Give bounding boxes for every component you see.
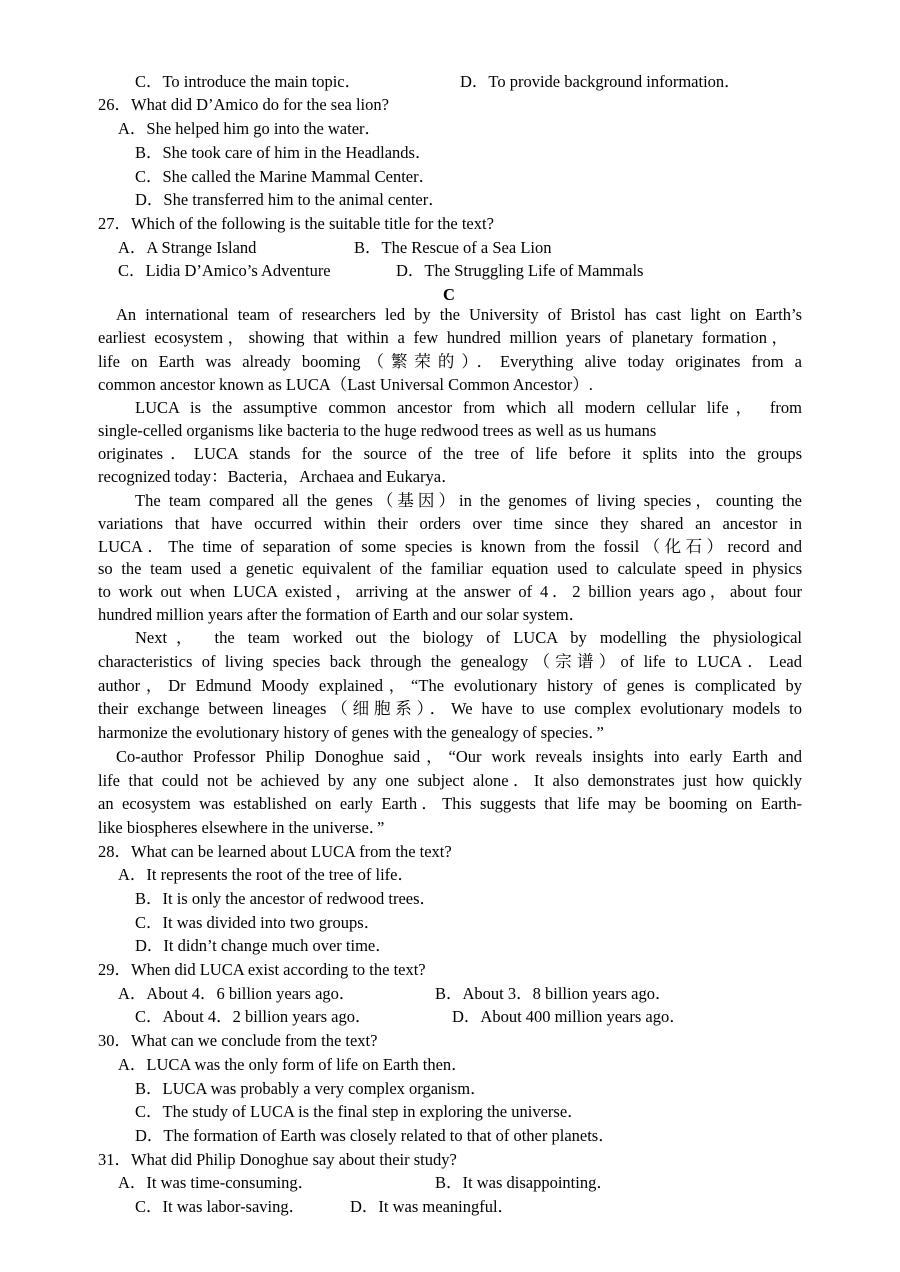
passage-line: LUCA．The time of separation of some species is known from the fossil（化石）record and [98, 537, 802, 556]
q31-stem: 31．What did Philip Donoghue say about their study? [98, 1150, 457, 1169]
passage-line: hundred million years after the formation of Earth and our solar system． [98, 605, 586, 624]
passage-line: single-celled organisms like bacteria to the huge redwood trees as well as us humans [98, 421, 657, 440]
q29-option-d: D．About 400 million years ago． [452, 1007, 686, 1026]
passage-line: life that could not be achieved by any one subject alone．It also demonstrates just how quickly [98, 771, 802, 790]
passage-line: recognized today：Bacteria，Archaea and Eukarya． [98, 467, 458, 486]
passage-line: Next， the team worked out the biology of LUCA by modelling the physiological [135, 628, 802, 647]
passage-line: like biospheres elsewhere in the universe．” [98, 818, 385, 837]
q31-option-b: B．It was disappointing． [435, 1173, 613, 1192]
q25-option-d: D．To provide background information． [460, 72, 741, 91]
passage-line: to work out when LUCA existed，arriving at the answer of 4．2 billion years ago，about four [98, 582, 802, 601]
passage-line: An international team of researchers led by the University of Bristol has cast light on Earth’s [116, 305, 802, 324]
q28-option-c: C．It was divided into two groups． [135, 913, 381, 932]
passage-line: life on Earth was already booming（繁荣的）．Everything alive today originates from a [98, 352, 802, 371]
passage-line: harmonize the evolutionary history of genes with the genealogy of species．” [98, 723, 604, 742]
passage-line: originates．LUCA stands for the source of the tree of life before it splits into the groups [98, 444, 802, 463]
q28-option-d: D．It didn’t change much over time． [135, 936, 392, 955]
q27-option-b: B．The Rescue of a Sea Lion [354, 238, 552, 257]
q30-option-d: D．The formation of Earth was closely related to that of other planets． [135, 1126, 615, 1145]
q30-option-b: B．LUCA was probably a very complex organism． [135, 1079, 487, 1098]
q31-option-d: D．It was meaningful． [350, 1197, 515, 1216]
q26-option-b: B．She took care of him in the Headlands． [135, 143, 432, 162]
passage-line: their exchange between lineages（细胞系）．We have to use complex evolutionary models to [98, 699, 802, 718]
q30-option-a: A．LUCA was the only form of life on Earth then． [118, 1055, 468, 1074]
q28-stem: 28．What can be learned about LUCA from the text? [98, 842, 452, 861]
q27-option-c: C．Lidia D’Amico’s Adventure [118, 261, 331, 280]
passage-line: The team compared all the genes（基因）in the genomes of living species，counting the [135, 491, 802, 510]
q30-stem: 30．What can we conclude from the text? [98, 1031, 378, 1050]
passage-line: so the team used a genetic equivalent of the familiar equation used to calculate speed in physics [98, 559, 802, 578]
q26-option-d: D．She transferred him to the animal center． [135, 190, 445, 209]
q31-option-c: C．It was labor-saving． [135, 1197, 306, 1216]
q29-option-c: C．About 4．2 billion years ago． [135, 1007, 372, 1026]
passage-line: characteristics of living species back through the genealogy（宗谱）of life to LUCA．Lead [98, 652, 802, 671]
q29-option-a: A．About 4．6 billion years ago． [118, 984, 356, 1003]
q31-option-a: A．It was time-consuming． [118, 1173, 315, 1192]
q26-option-c: C．She called the Marine Mammal Center． [135, 167, 436, 186]
passage-line: LUCA is the assumptive common ancestor from which all modern cellular life， from [135, 398, 802, 417]
q30-option-c: C．The study of LUCA is the final step in exploring the universe． [135, 1102, 584, 1121]
q26-stem: 26．What did D’Amico do for the sea lion? [98, 95, 389, 114]
passage-line: an ecosystem was established on early Earth．This suggests that life may be booming on Earth- [98, 794, 802, 813]
q26-option-a: A．She helped him go into the water． [118, 119, 382, 138]
passage-line: author，Dr Edmund Moody explained，“The evolutionary history of genes is complicated by [98, 676, 802, 695]
q29-option-b: B．About 3．8 billion years ago． [435, 984, 672, 1003]
q28-option-b: B．It is only the ancestor of redwood trees． [135, 889, 437, 908]
q28-option-a: A．It represents the root of the tree of life． [118, 865, 414, 884]
q25-option-c: C．To introduce the main topic． [135, 72, 362, 91]
passage-line: common ancestor known as LUCA（Last Universal Common Ancestor）. [98, 375, 593, 394]
passage-line: earliest ecosystem，showing that within a few hundred million years of planetary formation， [98, 328, 788, 347]
passage-line: variations that have occurred within their orders over time since they shared an ancestor in [98, 514, 802, 533]
q27-option-d: D．The Struggling Life of Mammals [396, 261, 644, 280]
q29-stem: 29．When did LUCA exist according to the text? [98, 960, 426, 979]
passage-line: Co-author Professor Philip Donoghue said，“Our work reveals insights into early Earth and [116, 747, 802, 766]
q27-stem: 27．Which of the following is the suitable title for the text? [98, 214, 494, 233]
q27-option-a: A．A Strange Island [118, 238, 257, 257]
section-title: C [443, 285, 455, 304]
